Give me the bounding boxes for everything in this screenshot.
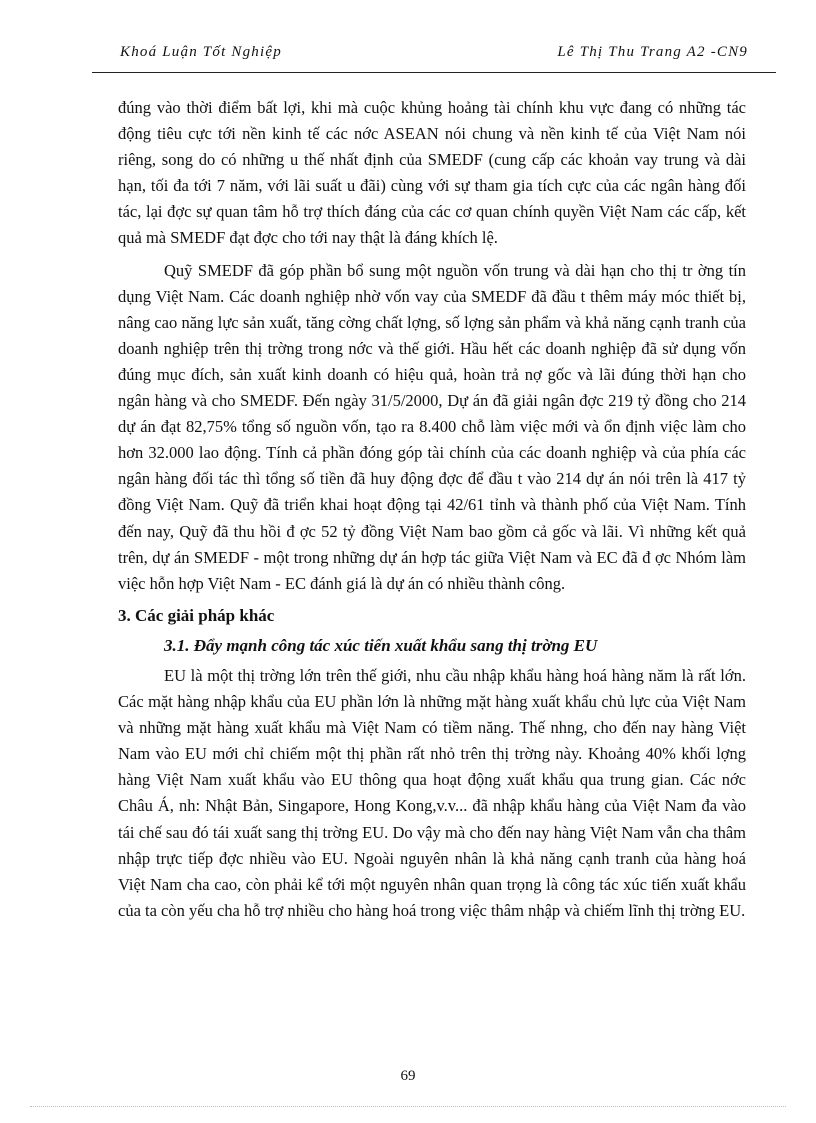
header-left-title: Khoá Luận Tốt Nghiệp — [120, 44, 282, 60]
section-heading-3: 3. Các giải pháp khác — [118, 605, 275, 625]
header-right-author: Lê Thị Thu Trang A2 -CN9 — [557, 44, 748, 60]
header-divider — [92, 72, 776, 73]
paragraph-eu-market: EU là một thị trờng lớn trên thế giới, nhu cầu nhập khẩu hàng hoá hàng năm là rất lớn. Các mặt hàng nhập khẩu của EU phần lớn là những mặt hàng xuất khẩu chủ lực của Việt Nam và những mặt hàng xuất khẩu mà Việt Nam có tiềm năng. Thế nhng, cho đến nay hàng Việt Nam vào EU mới chỉ chiếm một thị phần rất nhỏ trên thị trờng này. Khoảng 40% khối lợng hàng Việt Nam xuất khẩu vào EU thông qua hoạt động xuất khẩu qua trung gian. Các nớc Châu Á, nh: Nhật Bản, Singapore, Hong Kong,v.v... đã nhập khẩu hàng của Việt Nam đa vào tái chế sau đó tái xuất sang thị trờng EU. Do vậy mà cho đến nay hàng Việt Nam vẫn cha thâm nhập trực tiếp đợc nhiều vào EU. Ngoài nguyên nhân là khả năng cạnh tranh của hàng hoá Việt Nam cha cao, còn phải kể tới một nguyên nhân quan trọng là công tác xúc tiến xuất khẩu của ta còn yếu cha hỗ trợ nhiều cho hàng hoá trong việc thâm nhập và chiếm lĩnh thị trờng EU. — [118, 665, 746, 920]
subsection-heading-3-1: 3.1. Đẩy mạnh công tác xúc tiến xuất khẩu sang thị trờng EU — [164, 635, 598, 655]
page-number: 69 — [400, 1068, 416, 1084]
paragraph-smedf-context: đúng vào thời điểm bất lợi, khi mà cuộc khủng hoảng tài chính khu vực đang có những tác động tiêu cực tới nền kinh tế các nớc ASEAN nói chung và nền kinh tế của Việt Nam nói riêng, song do có những u thế nhất định của SMEDF (cung cấp các khoản vay trung và dài hạn, tối đa tới 7 năm, với lãi suất u đãi) cùng với sự tham gia tích cực của các ngân hàng đối tác, lại đợc sự quan tâm hỗ trợ thích đáng của các cơ quan chính quyền Việt Nam các cấp, kết quả mà SMEDF đạt đợc cho tới nay thật là đáng khích lệ. — [118, 98, 746, 248]
footer-dotted-line — [30, 1106, 786, 1107]
document-body — [118, 95, 746, 930]
paragraph-smedf-results: Quỹ SMEDF đã góp phần bổ sung một nguồn vốn trung và dài hạn cho thị tr ờng tín dụng Việt Nam. Các doanh nghiệp nhờ vốn vay của SMEDF đã đầu t thêm máy móc thiết bị, nâng cao năng lực sản xuất, tăng cờng chất lợng, số lợng sản phẩm và khả năng cạnh tranh của doanh nghiệp trên thị trờng trong nớc và thế giới. Hầu hết các doanh nghiệp đã sử dụng vốn đúng mục đích, sản xuất kinh doanh có hiệu quả, hoàn trả nợ gốc và lãi đúng thời hạn cho ngân hàng và cho SMEDF. Đến ngày 31/5/2000, Dự án đã giải ngân đợc 219 tỷ đồng cho 214 dự án đạt 82,75% tổng số nguồn vốn, tạo ra 8.400 chỗ làm việc mới và ổn định việc làm cho hơn 32.000 lao động. Tính cả phần đóng góp tài chính của các doanh nghiệp và của phía các ngân hàng đối tác thì tổng số tiền đã huy động đợc để đầu t vào 214 dự án nói trên là 417 tỷ đồng Việt Nam. Quỹ đã triển khai hoạt động tại 42/61 tỉnh và thành phố của Việt Nam. Tính đến nay, Quỹ đã thu hồi đ ợc 52 tỷ đồng Việt Nam bao gồm cả gốc và lãi. Vì những kết quả trên, dự án SMEDF - một trong những dự án hợp tác giữa Việt Nam và EC đã đ ợc Nhóm làm việc hỗn hợp Việt Nam - EC đánh giá là dự án có nhiều thành công. — [118, 260, 746, 593]
